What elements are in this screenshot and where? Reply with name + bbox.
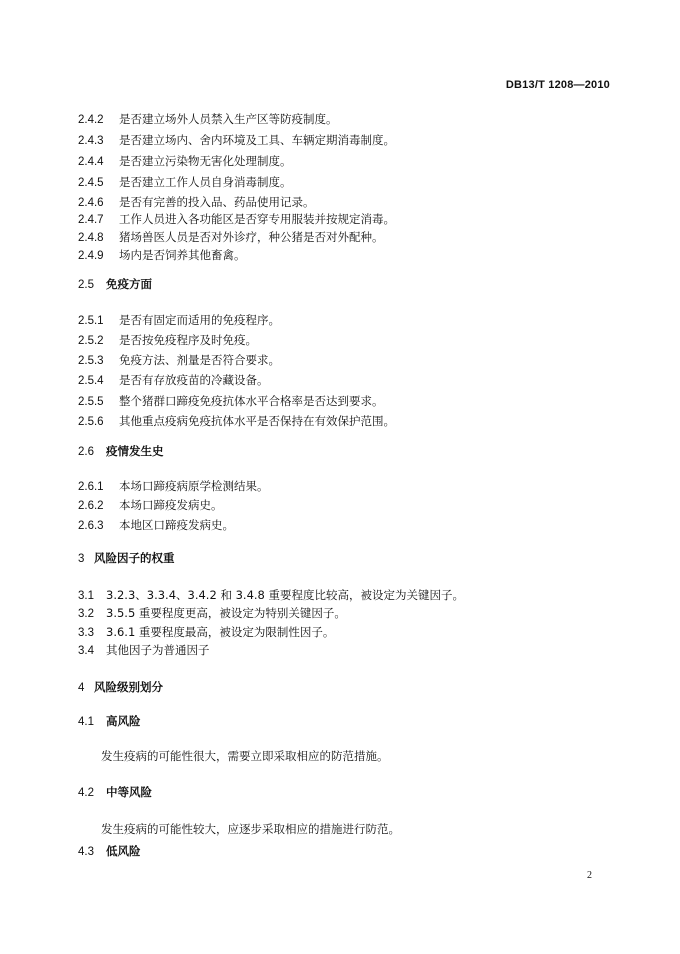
clause-number: 2.5.5 bbox=[78, 396, 104, 408]
clause-2-5-3 bbox=[78, 352, 280, 369]
clause-number: 2.4.3 bbox=[78, 135, 104, 147]
chapter-title: 风险因子的权重 bbox=[94, 551, 175, 565]
clause-number: 2.4.5 bbox=[78, 177, 104, 189]
chapter-title: 风险级别划分 bbox=[94, 680, 163, 694]
paragraph-high-risk: 发生疫病的可能性很大，需要立即采取相应的防范措施。 bbox=[101, 749, 389, 763]
subheading-4-2 bbox=[78, 784, 152, 801]
page-number: 2 bbox=[587, 870, 592, 881]
clause-number: 3.2 bbox=[78, 608, 94, 620]
clause-text: 本场口蹄疫病原学检测结果。 bbox=[119, 479, 269, 493]
clause-number: 2.6.2 bbox=[78, 500, 104, 512]
clause-text: 本场口蹄疫发病史。 bbox=[119, 498, 223, 512]
clause-text: 是否建立场外人员禁入生产区等防疫制度。 bbox=[119, 112, 338, 126]
clause-3-1 bbox=[78, 587, 464, 604]
clause-2-5-5 bbox=[78, 393, 384, 410]
clause-number: 2.5.6 bbox=[78, 416, 104, 428]
section-number: 4.2 bbox=[78, 787, 94, 799]
section-title: 高风险 bbox=[106, 714, 141, 728]
clause-text: 3.2.3、3.3.4、3.4.2 和 3.4.8 重要程度比较高，被设定为关键因子。 bbox=[106, 588, 465, 602]
clause-number: 2.5.3 bbox=[78, 355, 104, 367]
clause-2-4-3 bbox=[78, 132, 395, 149]
clause-text: 是否建立场内、舍内环境及工具、车辆定期消毒制度。 bbox=[119, 133, 395, 147]
chapter-heading-3 bbox=[78, 550, 175, 567]
clause-number: 2.5.4 bbox=[78, 375, 104, 387]
chapter-number: 3 bbox=[78, 553, 85, 565]
section-title: 中等风险 bbox=[106, 785, 152, 799]
section-number: 2.6 bbox=[78, 446, 94, 458]
clause-number: 3.4 bbox=[78, 645, 94, 657]
clause-number: 2.5.1 bbox=[78, 315, 104, 327]
section-number: 2.5 bbox=[78, 279, 94, 291]
clause-3-2 bbox=[78, 605, 346, 622]
clause-number: 2.4.4 bbox=[78, 156, 104, 168]
clause-text: 是否建立工作人员自身消毒制度。 bbox=[119, 175, 292, 189]
clause-2-5-6 bbox=[78, 413, 395, 430]
section-title: 低风险 bbox=[106, 844, 141, 858]
clause-number: 2.5.2 bbox=[78, 335, 104, 347]
document-code-header: DB13/T 1208—2010 bbox=[505, 79, 610, 91]
clause-2-4-5 bbox=[78, 174, 292, 191]
clause-number: 2.4.8 bbox=[78, 232, 104, 244]
clause-2-6-2 bbox=[78, 497, 223, 514]
clause-2-5-2 bbox=[78, 332, 257, 349]
chapter-number: 4 bbox=[78, 682, 85, 694]
section-title: 疫情发生史 bbox=[106, 444, 164, 458]
section-title: 免疫方面 bbox=[106, 277, 152, 291]
clause-2-5-4 bbox=[78, 372, 269, 389]
clause-2-4-4 bbox=[78, 153, 292, 170]
clause-text: 是否有完善的投入品、药品使用记录。 bbox=[119, 195, 315, 209]
clause-2-6-1 bbox=[78, 478, 269, 495]
chapter-heading-4 bbox=[78, 679, 163, 696]
clause-text: 工作人员进入各功能区是否穿专用服装并按规定消毒。 bbox=[119, 212, 395, 226]
clause-text: 免疫方法、剂量是否符合要求。 bbox=[119, 353, 280, 367]
clause-text: 其他重点疫病免疫抗体水平是否保持在有效保护范围。 bbox=[119, 414, 395, 428]
section-heading-2-5 bbox=[78, 276, 152, 293]
clause-2-4-6 bbox=[78, 194, 315, 211]
clause-number: 3.1 bbox=[78, 590, 94, 602]
clause-2-4-9 bbox=[78, 247, 246, 264]
clause-number: 3.3 bbox=[78, 627, 94, 639]
clause-text: 是否建立污染物无害化处理制度。 bbox=[119, 154, 292, 168]
clause-3-3 bbox=[78, 624, 334, 641]
paragraph-medium-risk: 发生疫病的可能性较大，应逐步采取相应的措施进行防范。 bbox=[101, 822, 400, 836]
clause-text: 是否有存放疫苗的冷藏设备。 bbox=[119, 373, 269, 387]
clause-number: 2.6.1 bbox=[78, 481, 104, 493]
clause-text: 是否有固定而适用的免疫程序。 bbox=[119, 313, 280, 327]
clause-number: 2.4.9 bbox=[78, 250, 104, 262]
clause-text: 本地区口蹄疫发病史。 bbox=[119, 518, 234, 532]
clause-text: 其他因子为普通因子 bbox=[106, 643, 210, 657]
clause-2-5-1 bbox=[78, 312, 280, 329]
clause-2-4-2 bbox=[78, 111, 338, 128]
subheading-4-1 bbox=[78, 713, 141, 730]
section-heading-2-6 bbox=[78, 443, 164, 460]
clause-number: 2.6.3 bbox=[78, 520, 104, 532]
clause-2-6-3 bbox=[78, 517, 234, 534]
clause-2-4-7 bbox=[78, 211, 395, 228]
clause-text: 整个猪群口蹄疫免疫抗体水平合格率是否达到要求。 bbox=[119, 394, 384, 408]
clause-number: 2.4.2 bbox=[78, 114, 104, 126]
section-number: 4.1 bbox=[78, 716, 94, 728]
clause-text: 场内是否饲养其他畜禽。 bbox=[119, 248, 246, 262]
clause-text: 3.6.1 重要程度最高，被设定为限制性因子。 bbox=[106, 625, 335, 639]
clause-2-4-8 bbox=[78, 229, 384, 246]
clause-number: 2.4.7 bbox=[78, 214, 104, 226]
clause-3-4 bbox=[78, 642, 210, 659]
subheading-4-3 bbox=[78, 843, 141, 860]
clause-number: 2.4.6 bbox=[78, 197, 104, 209]
clause-text: 是否按免疫程序及时免疫。 bbox=[119, 333, 257, 347]
section-number: 4.3 bbox=[78, 846, 94, 858]
clause-text: 3.5.5 重要程度更高，被设定为特别关键因子。 bbox=[106, 606, 346, 620]
clause-text: 猪场兽医人员是否对外诊疗，种公猪是否对外配种。 bbox=[119, 230, 384, 244]
